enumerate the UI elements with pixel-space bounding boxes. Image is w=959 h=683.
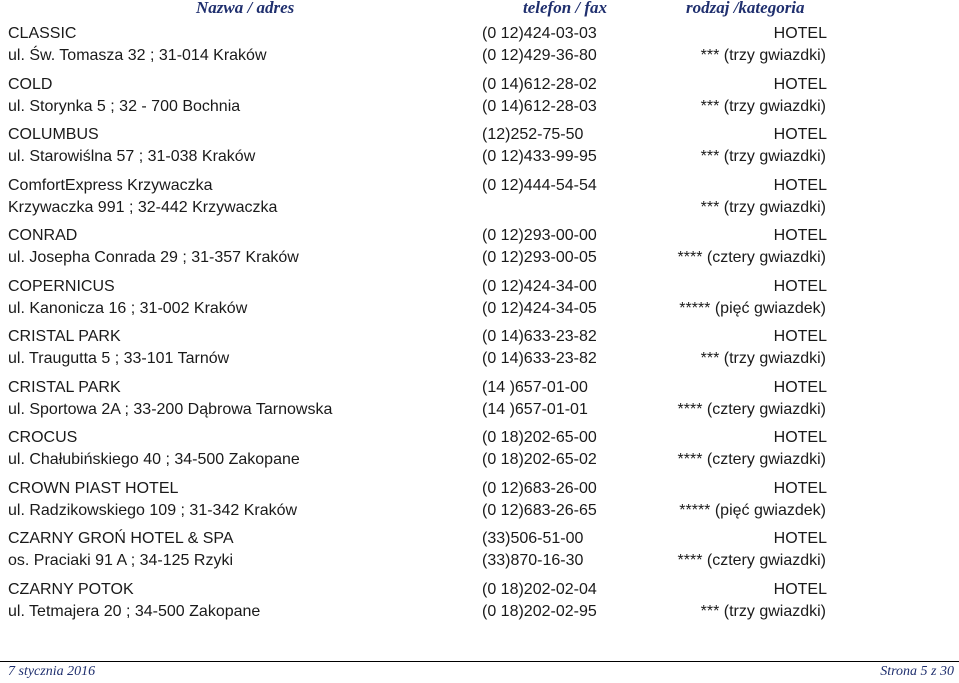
hotel-type: HOTEL [773, 75, 827, 93]
hotel-phone: (33)506-51-00 [482, 530, 584, 547]
entry-line-1 [0, 174, 959, 198]
hotel-address: ul. Św. Tomasza 32 ; 31-014 Kraków [8, 47, 267, 64]
hotel-list [0, 22, 959, 628]
hotel-address: ul. Sportowa 2A ; 33-200 Dąbrowa Tarnowska [8, 400, 333, 418]
hotel-phone: (0 14)612-28-02 [482, 75, 597, 93]
hotel-fax: (0 12)293-00-05 [482, 249, 597, 266]
hotel-type: HOTEL [773, 176, 827, 194]
hotel-entry [0, 22, 959, 73]
entry-line-1 [0, 275, 959, 299]
hotel-entry [0, 477, 959, 528]
hotel-entry [0, 224, 959, 275]
hotel-entry [0, 527, 959, 578]
hotel-fax: (0 14)612-28-03 [482, 97, 597, 115]
hotel-address: ul. Tetmajera 20 ; 34-500 Zakopane [8, 602, 261, 620]
entry-line-2 [0, 499, 959, 523]
hotel-entry [0, 73, 959, 124]
hotel-address: ul. Chałubińskiego 40 ; 34-500 Zakopane [8, 451, 300, 468]
entry-line-1 [0, 73, 959, 97]
hotel-name: COLUMBUS [8, 126, 99, 143]
hotel-address: ul. Storynka 5 ; 32 - 700 Bochnia [8, 97, 241, 115]
hotel-phone: (0 12)293-00-00 [482, 227, 597, 244]
entry-line-2 [0, 347, 959, 371]
hotel-type: HOTEL [773, 227, 827, 244]
hotel-name: CZARNY POTOK [8, 580, 134, 598]
hotel-address: ul. Traugutta 5 ; 33-101 Tarnów [8, 350, 230, 367]
hotel-stars: **** (cztery gwiazdki) [677, 249, 826, 266]
entry-line-2 [0, 448, 959, 472]
entry-line-1 [0, 123, 959, 147]
hotel-name: CLASSIC [8, 25, 77, 42]
entry-line-2 [0, 95, 959, 119]
hotel-address: ul. Radzikowskiego 109 ; 31-342 Kraków [8, 501, 298, 519]
hotel-name: ComfortExpress Krzywaczka [8, 176, 213, 194]
hotel-fax: (14 )657-01-01 [482, 400, 588, 418]
hotel-name: CRISTAL PARK [8, 328, 121, 345]
hotel-stars: ***** (pięć gwiazdek) [679, 299, 826, 317]
hotel-entry [0, 325, 959, 376]
hotel-address: Krzywaczka 991 ; 32-442 Krzywaczka [8, 198, 278, 216]
entry-line-1 [0, 325, 959, 349]
hotel-stars: *** (trzy gwiazdki) [700, 47, 826, 64]
hotel-phone: (12)252-75-50 [482, 126, 584, 143]
hotel-stars: **** (cztery gwiazdki) [677, 451, 826, 468]
entry-line-2 [0, 196, 959, 220]
hotel-name: COPERNICUS [8, 277, 115, 295]
hotel-stars: **** (cztery gwiazdki) [677, 400, 826, 418]
hotel-fax: (0 12)424-34-05 [482, 299, 597, 317]
hotel-entry [0, 174, 959, 225]
hotel-phone: (14 )657-01-00 [482, 378, 588, 396]
hotel-fax: (0 18)202-02-95 [482, 602, 597, 620]
entry-line-2 [0, 44, 959, 68]
header-phone-fax: telefon / fax [523, 0, 608, 17]
hotel-name: CRISTAL PARK [8, 378, 121, 396]
header-category: rodzaj /kategoria [686, 0, 805, 17]
hotel-fax: (0 12)433-99-95 [482, 148, 597, 165]
hotel-name: COLD [8, 75, 53, 93]
hotel-entry [0, 275, 959, 326]
hotel-stars: *** (trzy gwiazdki) [700, 97, 826, 115]
hotel-stars: *** (trzy gwiazdki) [700, 198, 826, 216]
hotel-type: HOTEL [773, 580, 827, 598]
entry-line-1 [0, 376, 959, 400]
hotel-type: HOTEL [773, 429, 827, 446]
entry-line-2 [0, 297, 959, 321]
header-name-address: Nazwa / adres [196, 0, 295, 17]
entry-line-2 [0, 246, 959, 270]
footer-date: 7 stycznia 2016 [8, 664, 96, 679]
hotel-phone: (0 18)202-02-04 [482, 580, 597, 598]
entry-line-2 [0, 398, 959, 422]
hotel-phone: (0 14)633-23-82 [482, 328, 597, 345]
hotel-fax: (0 12)683-26-65 [482, 501, 597, 519]
hotel-phone: (0 12)683-26-00 [482, 479, 597, 497]
hotel-entry [0, 426, 959, 477]
hotel-type: HOTEL [773, 328, 827, 345]
hotel-phone: (0 12)424-03-03 [482, 25, 597, 42]
hotel-name: CROCUS [8, 429, 78, 446]
hotel-name: CZARNY GROŃ HOTEL & SPA [8, 530, 234, 547]
hotel-address: ul. Josepha Conrada 29 ; 31-357 Kraków [8, 249, 299, 266]
hotel-stars: *** (trzy gwiazdki) [700, 350, 826, 367]
hotel-fax: (0 18)202-65-02 [482, 451, 597, 468]
hotel-address: ul. Kanonicza 16 ; 31-002 Kraków [8, 299, 248, 317]
hotel-fax: (0 12)429-36-80 [482, 47, 597, 64]
hotel-name: CONRAD [8, 227, 78, 244]
hotel-stars: ***** (pięć gwiazdek) [679, 501, 826, 519]
hotel-type: HOTEL [773, 25, 827, 42]
hotel-type: HOTEL [773, 378, 827, 396]
entry-line-1 [0, 22, 959, 46]
hotel-phone: (0 12)424-34-00 [482, 277, 597, 295]
hotel-stars: *** (trzy gwiazdki) [700, 602, 826, 620]
hotel-type: HOTEL [773, 126, 827, 143]
entry-line-1 [0, 224, 959, 248]
hotel-name: CROWN PIAST HOTEL [8, 479, 179, 497]
entry-line-1 [0, 578, 959, 602]
footer-page-number: Strona 5 z 30 [880, 664, 954, 679]
entry-line-1 [0, 477, 959, 501]
footer-divider [0, 661, 959, 662]
hotel-entry [0, 123, 959, 174]
column-header [0, 0, 959, 20]
entry-line-2 [0, 549, 959, 573]
hotel-address: ul. Starowiślna 57 ; 31-038 Kraków [8, 148, 256, 165]
hotel-type: HOTEL [773, 277, 827, 295]
hotel-address: os. Praciaki 91 A ; 34-125 Rzyki [8, 552, 233, 569]
hotel-type: HOTEL [773, 530, 827, 547]
hotel-phone: (0 18)202-65-00 [482, 429, 597, 446]
hotel-entry [0, 578, 959, 629]
hotel-fax: (33)870-16-30 [482, 552, 584, 569]
hotel-fax: (0 14)633-23-82 [482, 350, 597, 367]
hotel-phone: (0 12)444-54-54 [482, 176, 597, 194]
entry-line-1 [0, 527, 959, 551]
entry-line-2 [0, 600, 959, 624]
hotel-stars: *** (trzy gwiazdki) [700, 148, 826, 165]
entry-line-2 [0, 145, 959, 169]
hotel-stars: **** (cztery gwiazdki) [677, 552, 826, 569]
hotel-entry [0, 376, 959, 427]
hotel-type: HOTEL [773, 479, 827, 497]
entry-line-1 [0, 426, 959, 450]
